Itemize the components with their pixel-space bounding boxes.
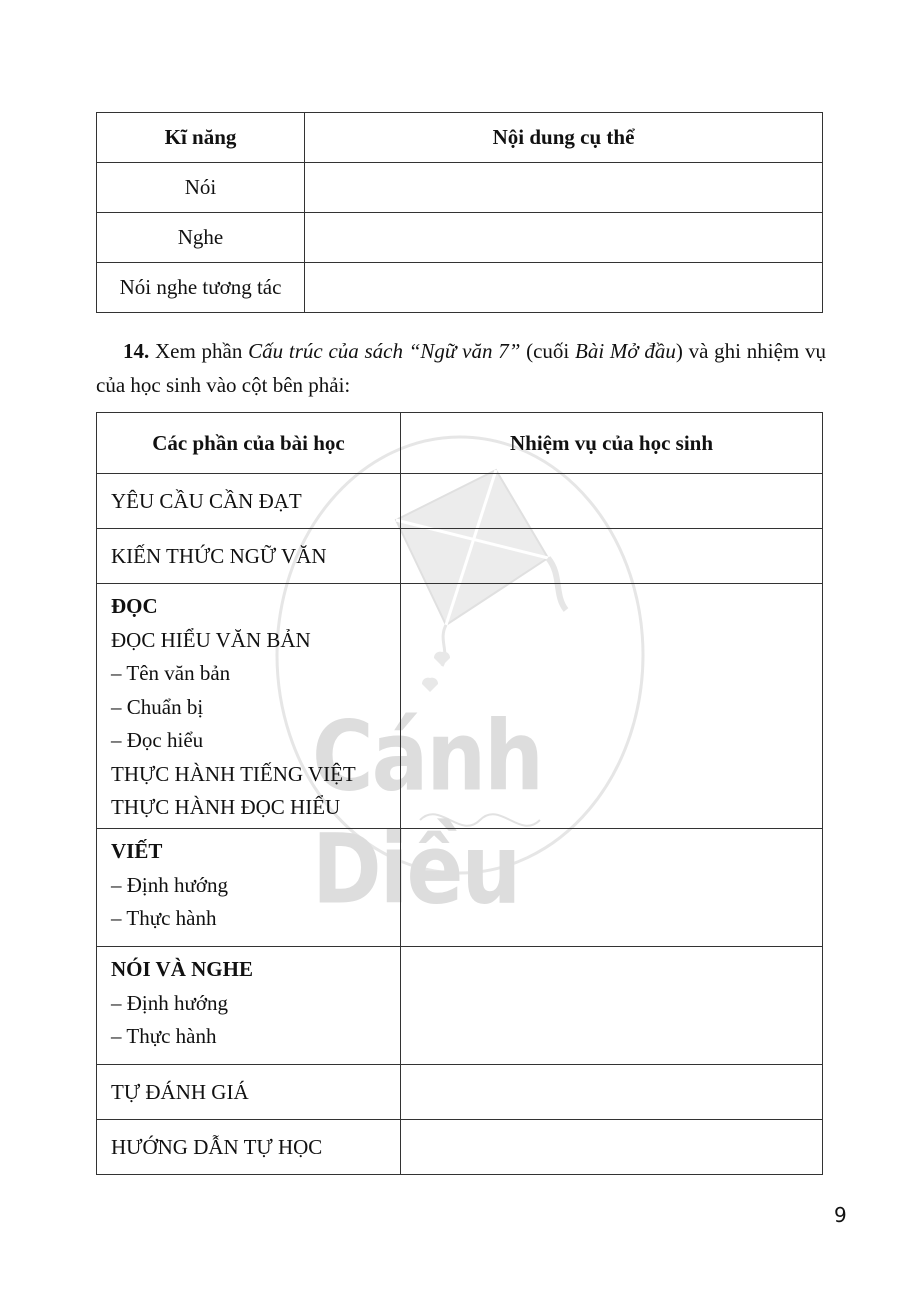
part-line: ĐỌC HIỂU VĂN BẢN bbox=[111, 627, 311, 652]
table-row bbox=[97, 263, 823, 313]
part-line: – Tên văn bản bbox=[111, 661, 231, 685]
instruction-italic: Cấu trúc của sách “Ngữ văn 7” bbox=[248, 339, 521, 363]
task-cell bbox=[401, 1120, 823, 1175]
task-cell bbox=[401, 947, 823, 1065]
part-line: – Thực hành bbox=[111, 1024, 217, 1048]
exercise-14-instruction bbox=[96, 334, 826, 402]
part-line: THỰC HÀNH TIẾNG VIỆT bbox=[111, 761, 356, 786]
table-row bbox=[97, 1120, 823, 1175]
table-row bbox=[97, 529, 823, 584]
part-line: – Định hướng bbox=[111, 990, 228, 1015]
part-cell: KIẾN THỨC NGỮ VĂN bbox=[97, 529, 401, 584]
instruction-text: ) và ghi nhiệm vụ của học sinh vào cột bên phải: bbox=[96, 339, 826, 397]
part-cell: YÊU CẦU CẦN ĐẠT bbox=[97, 474, 401, 529]
table-row bbox=[97, 1065, 823, 1120]
part-title: NÓI VÀ NGHE bbox=[111, 957, 253, 981]
table-row bbox=[97, 829, 823, 947]
table-row bbox=[97, 474, 823, 529]
watermark-text: Cánh Diều bbox=[312, 700, 542, 926]
instruction-italic: Bài Mở đầu bbox=[575, 339, 676, 363]
skill-cell: Nghe bbox=[97, 213, 305, 263]
task-cell bbox=[401, 584, 823, 829]
task-cell bbox=[401, 529, 823, 584]
table-row bbox=[97, 584, 823, 829]
task-cell bbox=[401, 829, 823, 947]
instruction-text: Xem phần bbox=[149, 339, 249, 363]
task-cell bbox=[401, 474, 823, 529]
content-cell bbox=[305, 213, 823, 263]
part-title: VIẾT bbox=[111, 839, 163, 863]
header-cell: Nhiệm vụ của học sinh bbox=[401, 413, 823, 474]
content-cell bbox=[305, 263, 823, 313]
header-cell: Kĩ năng bbox=[97, 113, 305, 163]
part-cell: HƯỚNG DẪN TỰ HỌC bbox=[97, 1120, 401, 1175]
part-line: – Chuẩn bị bbox=[111, 694, 204, 719]
lesson-parts-table bbox=[96, 412, 823, 1175]
part-line: THỰC HÀNH ĐỌC HIỂU bbox=[111, 795, 341, 819]
part-line: – Thực hành bbox=[111, 906, 217, 930]
part-cell-writing bbox=[97, 829, 401, 947]
task-cell bbox=[401, 1065, 823, 1120]
part-cell-speaking-listening bbox=[97, 947, 401, 1065]
table-header-row bbox=[97, 113, 823, 163]
part-line: – Định hướng bbox=[111, 872, 228, 897]
part-cell: TỰ ĐÁNH GIÁ bbox=[97, 1065, 401, 1120]
header-cell: Các phần của bài học bbox=[97, 413, 401, 474]
table-row bbox=[97, 213, 823, 263]
skill-cell: Nói nghe tương tác bbox=[97, 263, 305, 313]
part-line: – Đọc hiểu bbox=[111, 728, 204, 752]
page-number: 9 bbox=[834, 1203, 847, 1227]
table-header-row bbox=[97, 413, 823, 474]
content-cell bbox=[305, 163, 823, 213]
part-title: ĐỌC bbox=[111, 594, 158, 618]
part-cell-reading bbox=[97, 584, 401, 829]
skills-table bbox=[96, 112, 823, 313]
table-row bbox=[97, 163, 823, 213]
skill-cell: Nói bbox=[97, 163, 305, 213]
instruction-text: (cuối bbox=[520, 339, 576, 363]
table-row bbox=[97, 947, 823, 1065]
exercise-number: 14. bbox=[123, 339, 150, 363]
header-cell: Nội dung cụ thể bbox=[305, 113, 823, 163]
